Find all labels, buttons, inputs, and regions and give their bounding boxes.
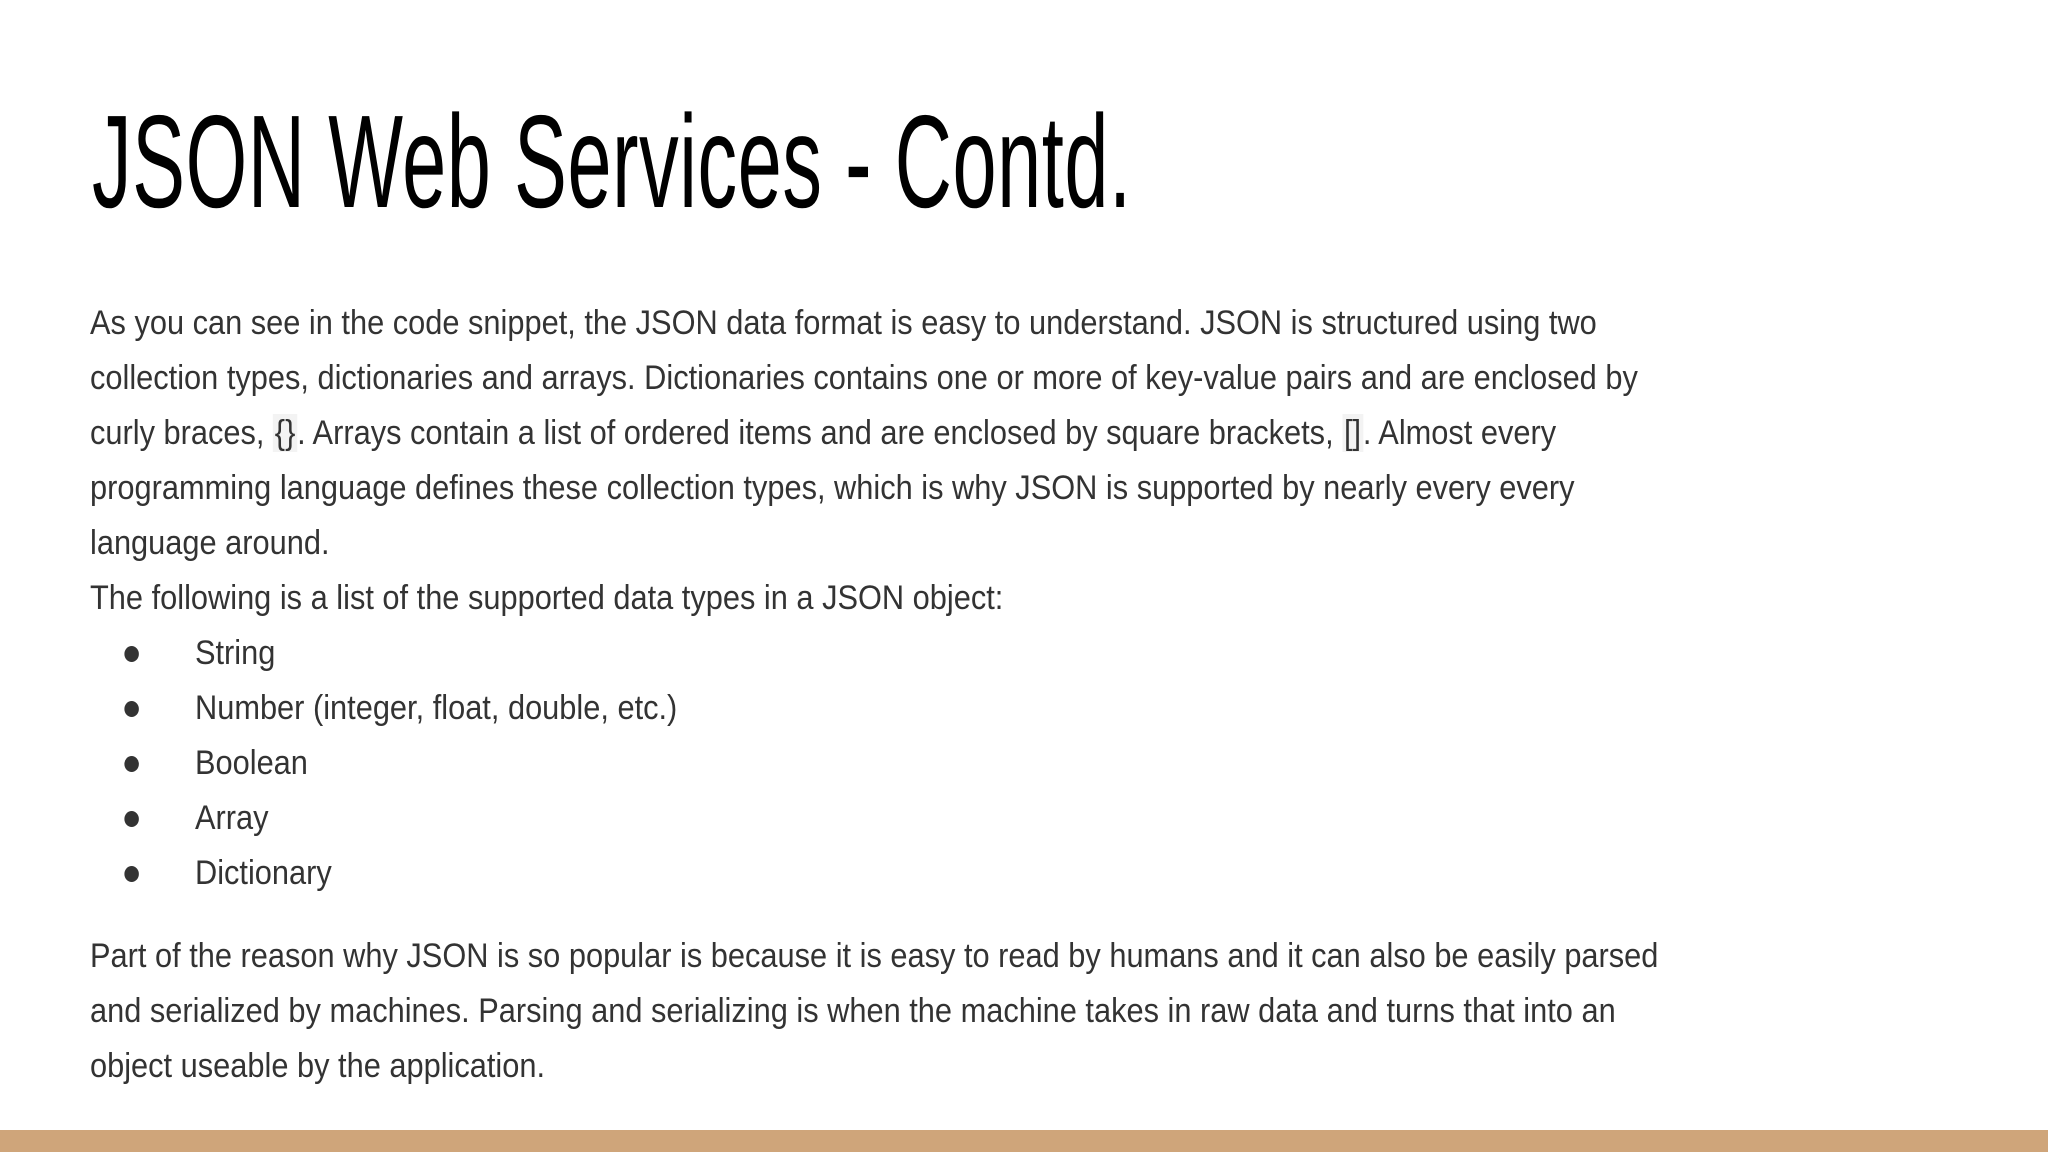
bullet-icon bbox=[124, 866, 138, 882]
text-segment: curly braces, bbox=[90, 414, 273, 452]
intro-paragraph bbox=[90, 296, 1972, 626]
paragraph-line: collection types, dictionaries and arrays. Dictionaries contains one or more of key-value pairs and are enclosed by bbox=[90, 359, 1638, 397]
text-segment: . Arrays contain a list of ordered items and are enclosed by square brackets, bbox=[297, 414, 1343, 452]
data-types-list bbox=[90, 626, 1972, 901]
inline-code-curly-braces: {} bbox=[274, 414, 296, 452]
list-item-label: Array bbox=[194, 799, 269, 837]
paragraph-line: language around. bbox=[90, 524, 330, 562]
list-item-label: String bbox=[194, 634, 276, 672]
list-item bbox=[90, 626, 1972, 681]
list-item-label: Number (integer, float, double, etc.) bbox=[194, 689, 678, 727]
text-segment: . Almost every bbox=[1362, 414, 1557, 452]
list-item-label: Boolean bbox=[194, 744, 308, 782]
closing-paragraph bbox=[90, 929, 1972, 1094]
slide-title: JSON Web Services - Contd. bbox=[92, 88, 1132, 235]
list-item-label: Dictionary bbox=[194, 854, 332, 892]
paragraph-line: object useable by the application. bbox=[90, 1047, 546, 1085]
footer-accent-bar bbox=[0, 1130, 2048, 1152]
bullet-icon bbox=[124, 701, 138, 717]
list-item bbox=[90, 846, 1972, 901]
paragraph-line: As you can see in the code snippet, the JSON data format is easy to understand. JSON is structured using two bbox=[90, 304, 1597, 342]
list-item bbox=[90, 736, 1972, 791]
list-item bbox=[90, 681, 1972, 736]
bullet-icon bbox=[124, 646, 138, 662]
list-item bbox=[90, 791, 1972, 846]
list-intro: The following is a list of the supported data types in a JSON object: bbox=[90, 579, 1004, 617]
bullet-icon bbox=[124, 811, 138, 827]
paragraph-line bbox=[90, 406, 1972, 461]
slide-body bbox=[90, 296, 1970, 1094]
paragraph-line: and serialized by machines. Parsing and serializing is when the machine takes in raw data and turns that into an bbox=[90, 992, 1616, 1030]
paragraph-line: programming language defines these collection types, which is why JSON is supported by nearly every every bbox=[90, 469, 1575, 507]
bullet-icon bbox=[124, 756, 138, 772]
inline-code-square-brackets: [] bbox=[1343, 414, 1362, 452]
paragraph-line: Part of the reason why JSON is so popular is because it is easy to read by humans and it can also be easily parsed bbox=[90, 937, 1659, 975]
